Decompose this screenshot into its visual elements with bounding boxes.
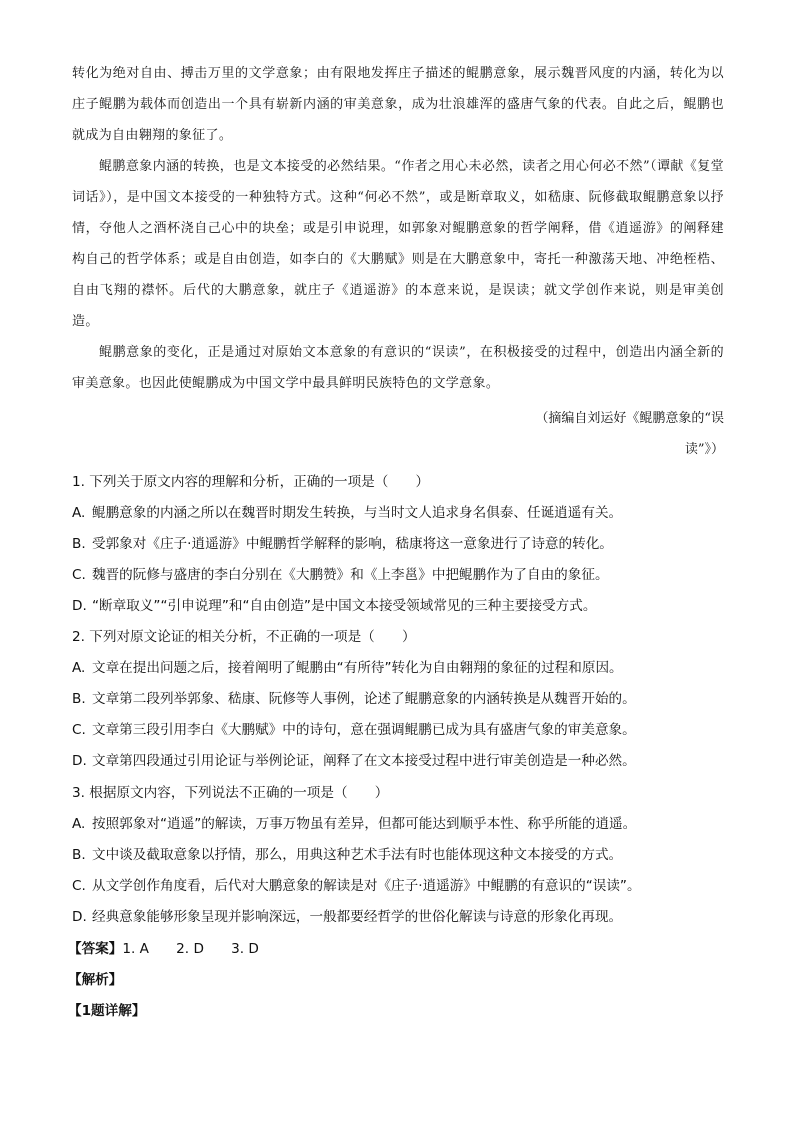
option-text: 文章第四段通过引用论证与举例论证，阐释了在文本接受过程中进行审美创造是一种必然。 xyxy=(92,753,636,769)
option-text: 文章在提出问题之后，接着阐明了鲲鹏由“有所待”转化为自由翱翔的象征的过程和原因。 xyxy=(92,660,623,676)
question-2-option-d xyxy=(72,751,732,771)
option-text: 鲲鹏意象的内涵之所以在魏晋时期发生转换，与当时文人追求身名俱泰、任诞逍遥有关。 xyxy=(92,505,623,521)
passage-paragraph-3: 鲲鹏意象的变化，正是通过对原始文本意象的有意识的“误读”，在积极接受的过程中，创造出内涵全新的审美意象。也因此使鲲鹏成为中国文学中最具鲜明民族特色的文学意象。 xyxy=(72,345,724,391)
question-2-option-b xyxy=(72,689,732,709)
option-text: 文章第二段列举郭象、嵇康、阮修等人事例，论述了鲲鹏意象的内涵转换是从魏晋开始的。 xyxy=(92,691,636,707)
question-2-stem: 2. 下列对原文论证的相关分析，不正确的一项是（ ） xyxy=(72,629,416,645)
option-letter: C. xyxy=(72,567,86,583)
analysis-label: 【解析】 xyxy=(68,972,123,988)
option-letter: C. xyxy=(72,722,86,738)
answer-label: 【答案】 xyxy=(68,941,123,957)
source-citation-line-1: （摘编自刘运好《鲲鹏意象的“误 xyxy=(535,411,724,426)
passage-paragraph-2: 鲲鹏意象内涵的转换，也是文本接受的必然结果。“作者之用心未必然，读者之用心何必不然”（谭献《复堂词话》），是中国文本接受的一种独特方式。这种“何必不然”，或是断章取义，如嵇康、阮修截取鲲鹏意象以抒情，夺他人之酒杯浇自己心中的块垒；或是引申说理，如郭象对鲲鹏意象的哲学阐释，借《逍遥游》的阐释建构自己的哲学体系；或是自由创造，如李白的《大鹏赋》则是在大鹏意象中，寄托一种激荡天地、冲绝桎梏、自由飞翔的襟怀。后代的大鹏意象，就庄子《逍遥游》的本意来说，是误读；就文学创作来说，则是审美创造。 xyxy=(72,159,724,329)
answer-line xyxy=(68,939,728,959)
question-1-stem: 1. 下列关于原文内容的理解和分析，正确的一项是（ ） xyxy=(72,474,430,490)
option-letter: B. xyxy=(72,691,86,707)
option-text: 文中谈及截取意象以抒情，那么，用典这种艺术手法有时也能体现这种文本接受的方式。 xyxy=(92,847,623,863)
question-3-option-d xyxy=(72,907,732,927)
option-letter: D. xyxy=(72,909,87,925)
detail-label: 【1题详解】 xyxy=(68,1003,146,1019)
option-text: 从文学创作角度看，后代对大鹏意象的解读是对《庄子·逍遥游》中鲲鹏的有意识的“误读”。 xyxy=(92,878,641,894)
option-letter: D. xyxy=(72,753,87,769)
question-1-option-d xyxy=(72,596,732,616)
question-1-option-b xyxy=(72,534,732,554)
passage-paragraph-1: 转化为绝对自由、搏击万里的文学意象；由有限地发挥庄子描述的鲲鹏意象，展示魏晋风度的内涵，转化为以庄子鲲鹏为载体而创造出一个具有崭新内涵的审美意象，成为壮浪雄浑的盛唐气象的代表。自此之后，鲲鹏也就成为自由翱翔的象征了。 xyxy=(72,66,724,143)
option-text: 经典意象能够形象呈现并影响深远，一般都要经哲学的世俗化解读与诗意的形象化再现。 xyxy=(92,909,623,925)
question-3-option-a xyxy=(72,814,732,834)
question-3-option-c xyxy=(72,876,732,896)
question-3-stem: 3. 根据原文内容，下列说法不正确的一项是（ ） xyxy=(72,785,389,801)
option-text: 魏晋的阮修与盛唐的李白分别在《大鹏赞》和《上李邕》中把鲲鹏作为了自由的象征。 xyxy=(92,567,609,583)
option-letter: A. xyxy=(72,660,86,676)
question-2-option-a xyxy=(72,658,732,678)
option-letter: D. xyxy=(72,598,87,614)
option-letter: B. xyxy=(72,847,86,863)
question-1-option-c xyxy=(72,565,732,585)
option-text: 文章第三段引用李白《大鹏赋》中的诗句，意在强调鲲鹏已成为具有盛唐气象的审美意象。 xyxy=(92,722,636,738)
option-letter: A. xyxy=(72,505,86,521)
answer-values: 1. A 2. D 3. D xyxy=(122,941,259,957)
option-text: 按照郭象对“逍遥”的解读，万事万物虽有差异，但都可能达到顺乎本性、称乎所能的逍遥。 xyxy=(92,816,637,832)
option-text: 受郭象对《庄子·逍遥游》中鲲鹏哲学解释的影响，嵇康将这一意象进行了诗意的转化。 xyxy=(92,536,613,552)
question-2-option-c xyxy=(72,720,732,740)
option-letter: A. xyxy=(72,816,86,832)
question-1-option-a xyxy=(72,503,732,523)
option-letter: B. xyxy=(72,536,86,552)
question-3-option-b xyxy=(72,845,732,865)
option-letter: C. xyxy=(72,878,86,894)
source-citation-line-2: 读”》） xyxy=(684,442,724,457)
option-text: “断章取义”“引申说理”和“自由创造”是中国文本接受领域常见的三种主要接受方式。 xyxy=(92,598,597,614)
